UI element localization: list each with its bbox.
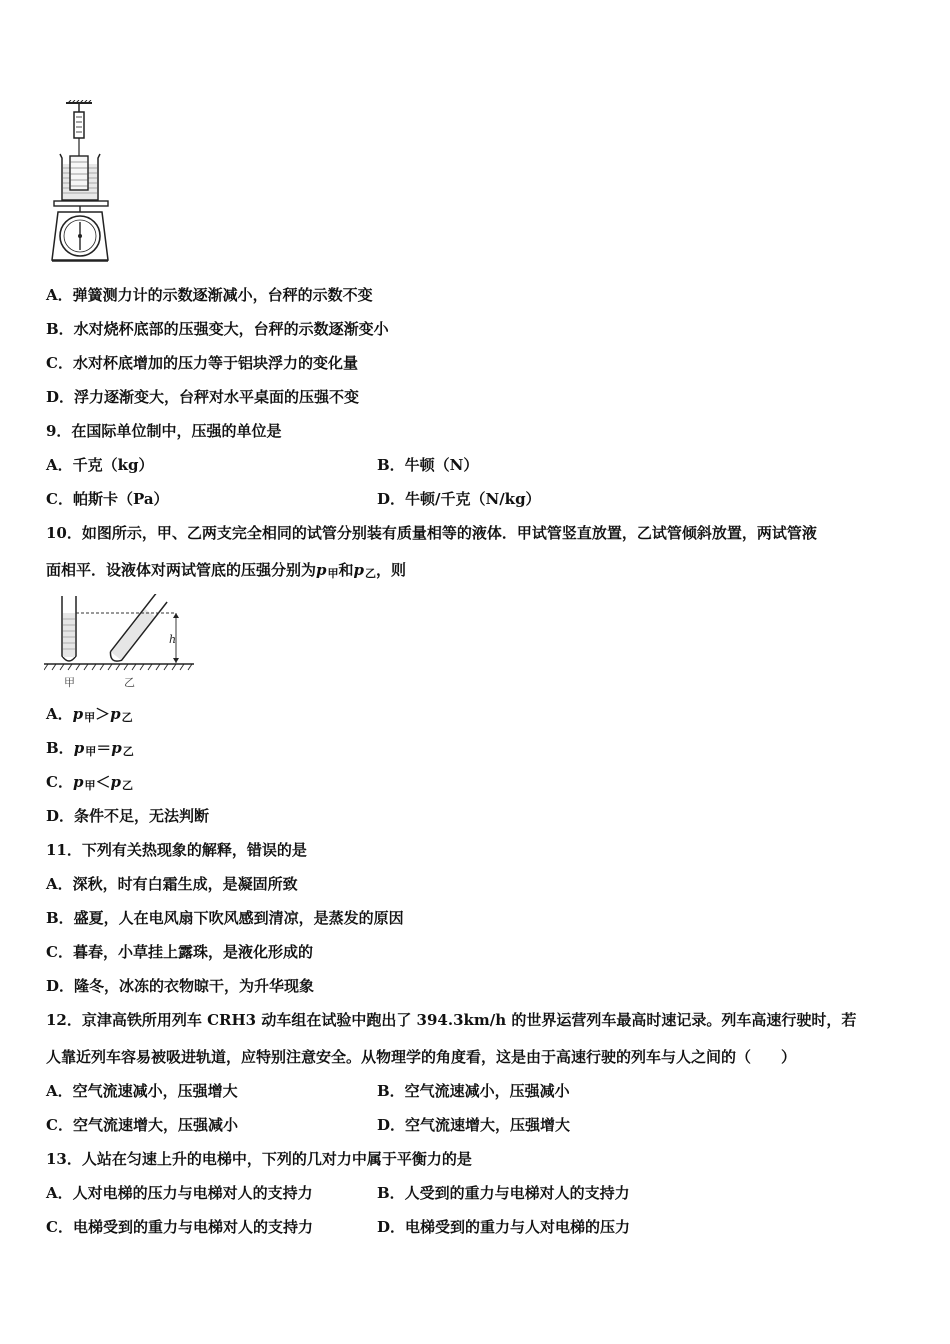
q10-option-b[interactable] xyxy=(46,738,134,762)
q11-option-b[interactable]: B．盛夏，人在电风扇下吹风感到清凉，是蒸发的原因 xyxy=(46,909,404,927)
sub-yi: 乙 xyxy=(122,745,134,758)
test-tube-figure xyxy=(44,594,194,690)
q11-stem: 11．下列有关热现象的解释，错误的是 xyxy=(46,841,307,859)
height-label: h xyxy=(169,633,177,646)
equals: ＝ xyxy=(96,739,112,757)
q10-option-c[interactable] xyxy=(46,772,133,796)
q8-option-c[interactable]: C．水对杯底增加的压力等于铝块浮力的变化量 xyxy=(46,354,358,372)
p-symbol: p xyxy=(72,705,84,723)
and-text: 和 xyxy=(338,561,354,579)
q8-option-b[interactable]: B．水对烧杯底部的压强变大，台秤的示数逐渐变小 xyxy=(46,320,389,338)
q8-option-a[interactable]: A．弹簧测力计的示数逐渐减小，台秤的示数不变 xyxy=(46,286,373,304)
q12-option-d[interactable]: D．空气流速增大，压强增大 xyxy=(377,1116,571,1134)
q9-stem: 9．在国际单位制中，压强的单位是 xyxy=(46,422,282,440)
sub-jia: 甲 xyxy=(84,779,96,792)
p-symbol: p xyxy=(316,561,327,579)
q13-option-c[interactable]: C．电梯受到的重力与电梯对人的支持力 xyxy=(46,1218,313,1236)
q13-option-a[interactable]: A．人对电梯的压力与电梯对人的支持力 xyxy=(46,1184,313,1202)
p-symbol: p xyxy=(72,773,84,791)
q12-option-a[interactable]: A．空气流速减小，压强增大 xyxy=(46,1082,238,1100)
q10-stem-line1: 10．如图所示，甲、乙两支完全相同的试管分别装有质量相等的液体．甲试管竖直放置，乙试管倾斜放置，两试管液 xyxy=(46,524,817,542)
p-symbol: p xyxy=(111,739,122,757)
p-symbol: p xyxy=(353,561,365,579)
q10-stem-line2 xyxy=(46,560,406,584)
q11-option-d[interactable]: D．隆冬，冰冻的衣物晾干，为升华现象 xyxy=(46,977,315,995)
tube-yi-label: 乙 xyxy=(124,676,135,689)
q11-option-c[interactable]: C．暮春，小草挂上露珠，是液化形成的 xyxy=(46,943,313,961)
q12-option-c[interactable]: C．空气流速增大，压强减小 xyxy=(46,1116,238,1134)
sub-yi: 乙 xyxy=(121,711,133,724)
sub-jia: 甲 xyxy=(84,711,96,724)
p-symbol: p xyxy=(73,739,85,757)
sub-yi: 乙 xyxy=(365,567,377,580)
q9-option-b[interactable]: B．牛顿（N） xyxy=(377,456,479,474)
q11-option-a[interactable]: A．深秋，时有白霜生成，是凝固所致 xyxy=(46,875,298,893)
option-label: C． xyxy=(46,773,73,791)
option-label: A． xyxy=(46,705,73,723)
q8-option-d[interactable]: D．浮力逐渐变大，台秤对水平桌面的压强不变 xyxy=(46,388,360,406)
sub-jia: 甲 xyxy=(327,567,339,580)
q10-option-d[interactable]: D．条件不足，无法判断 xyxy=(46,807,210,825)
q10-option-a[interactable] xyxy=(46,704,133,728)
q13-option-d[interactable]: D．电梯受到的重力与人对电梯的压力 xyxy=(377,1218,631,1236)
q13-option-b[interactable]: B．人受到的重力与电梯对人的支持力 xyxy=(377,1184,630,1202)
q9-option-a[interactable]: A．千克（kg） xyxy=(46,456,154,474)
less-than: ＜ xyxy=(95,773,111,791)
option-label: B． xyxy=(46,739,74,757)
p-symbol: p xyxy=(110,773,121,791)
tail-text: ，则 xyxy=(376,561,407,579)
q12-stem-line2: 人靠近列车容易被吸进轨道，应特别注意安全。从物理学的角度看，这是由于高速行驶的列车与人之间的（ ） xyxy=(46,1048,797,1066)
q9-option-c[interactable]: C．帕斯卡（Pa） xyxy=(46,490,169,508)
q12-stem-line1: 12．京津高铁所用列车 CRH3 动车组在试验中跑出了 394.3km/h 的世界运营列车最高时速记录。列车高速行驶时，若 xyxy=(46,1011,857,1029)
p-symbol: p xyxy=(110,705,121,723)
greater-than: ＞ xyxy=(95,705,111,723)
q9-option-d[interactable]: D．牛顿/千克（N/kg） xyxy=(377,490,541,508)
sub-yi: 乙 xyxy=(121,779,133,792)
q10-stem-text: 面相平．设液体对两试管底的压强分别为 xyxy=(46,561,317,579)
spring-scale-figure xyxy=(50,100,120,270)
q12-option-b[interactable]: B．空气流速减小，压强减小 xyxy=(377,1082,570,1100)
q13-stem: 13．人站在匀速上升的电梯中，下列的几对力中属于平衡力的是 xyxy=(46,1150,472,1168)
tube-jia-label: 甲 xyxy=(64,676,75,689)
sub-jia: 甲 xyxy=(85,745,97,758)
